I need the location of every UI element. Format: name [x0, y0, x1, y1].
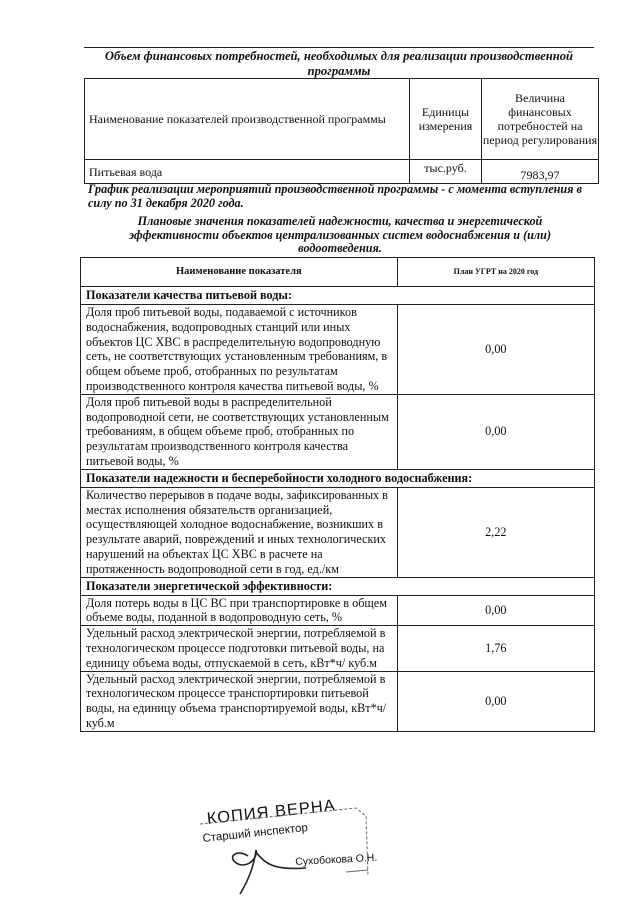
indicators-table: [80, 257, 595, 732]
section-title: Показатели надежности и бесперебойности холодного водоснабжения:: [81, 469, 595, 487]
stamp-title: КОПИЯ ВЕРНА: [206, 796, 337, 828]
indicator-name: Удельный расход электрической энергии, потребляемой в технологическом процессе подготовки питьевой воды, на единицу объема воды, отпускаемой в сеть, кВт*ч/ куб.м: [81, 626, 398, 671]
header-units: Единицы измерения: [410, 79, 482, 160]
table-row: [81, 626, 595, 671]
financial-table-header: [85, 79, 599, 160]
header-indicator: Наименование показателя: [81, 258, 398, 287]
financial-table: [84, 78, 599, 184]
header-indicator-name: Наименование показателей производственной программы: [85, 79, 410, 160]
section-header-quality: [81, 287, 595, 305]
financial-title: Объем финансовых потребностей, необходимых для реализации производственной программы: [104, 49, 574, 78]
section-header-energy: [81, 577, 595, 595]
table-row: [81, 305, 595, 395]
top-rule: [84, 47, 594, 48]
indicator-name: Количество перерывов в подаче воды, зафиксированных в местах исполнения обязательств организацией, осуществляющей холодное водоснабжение, возникших в результате аварий, повреждений и иных технологических нарушений на объектах ЦС ХВС в расчете на протяженность водопроводной сети в год, ед./км: [81, 487, 398, 577]
stamp-name: Сухобокова О.Н.: [295, 851, 378, 868]
indicator-value: 0,00: [397, 671, 594, 731]
table-row: [81, 595, 595, 626]
indicator-value: 0,00: [397, 305, 594, 395]
stamp-role: Старший инспектор: [202, 821, 309, 845]
schedule-text: График реализации мероприятий производственной программы - с момента вступления в силу по 31 декабря 2020 года.: [88, 182, 582, 210]
header-plan: План УГРТ на 2020 год: [397, 258, 594, 287]
indicator-name: Доля потерь воды в ЦС ВС при транспортировке в общем объеме воды, поданной в водопроводную сеть, %: [81, 595, 398, 626]
table-row: [81, 487, 595, 577]
table-row: [81, 394, 595, 469]
stamp-frame: [196, 806, 372, 888]
indicator-value: 0,00: [397, 394, 594, 469]
row-name: Питьевая вода: [85, 160, 410, 184]
row-units: тыс.руб.: [410, 160, 482, 184]
indicators-table-header: [81, 258, 595, 287]
indicator-name: Удельный расход электрической энергии, потребляемой в технологическом процессе транспортировки питьевой воды, на единицу объема транспортируемой воды, кВт*ч/ куб.м: [81, 671, 398, 731]
table-row: [81, 671, 595, 731]
section-title: Показатели качества питьевой воды:: [81, 287, 595, 305]
indicator-name: Доля проб питьевой воды в распределительной водопроводной сети, не соответствующих установленным требованиям, в общем объеме проб, отобранных по результатам производственного контроля качества питьевой воды, %: [81, 394, 398, 469]
indicator-name: Доля проб питьевой воды, подаваемой с источников водоснабжения, водопроводных станций или иных объектов ЦС ХВС в распределительную водопроводную сеть, не соответствующих установленным требованиям, в общем объеме проб, отобранных по результатам производственного контроля качества питьевой воды, %: [81, 305, 398, 395]
section-header-reliability: [81, 469, 595, 487]
indicator-value: 0,00: [397, 595, 594, 626]
header-amount: Величина финансовых потребностей на период регулирования: [482, 79, 599, 160]
table-row: [85, 160, 599, 184]
indicator-value: 2,22: [397, 487, 594, 577]
section-title: Показатели энергетической эффективности:: [81, 577, 595, 595]
row-amount: 7983,97: [482, 160, 599, 184]
indicators-title: Плановые значения показателей надежности, качества и энергетической эффективности объектов централизованных систем водоснабжения и (или) водоотведения.: [128, 214, 552, 255]
indicator-value: 1,76: [397, 626, 594, 671]
